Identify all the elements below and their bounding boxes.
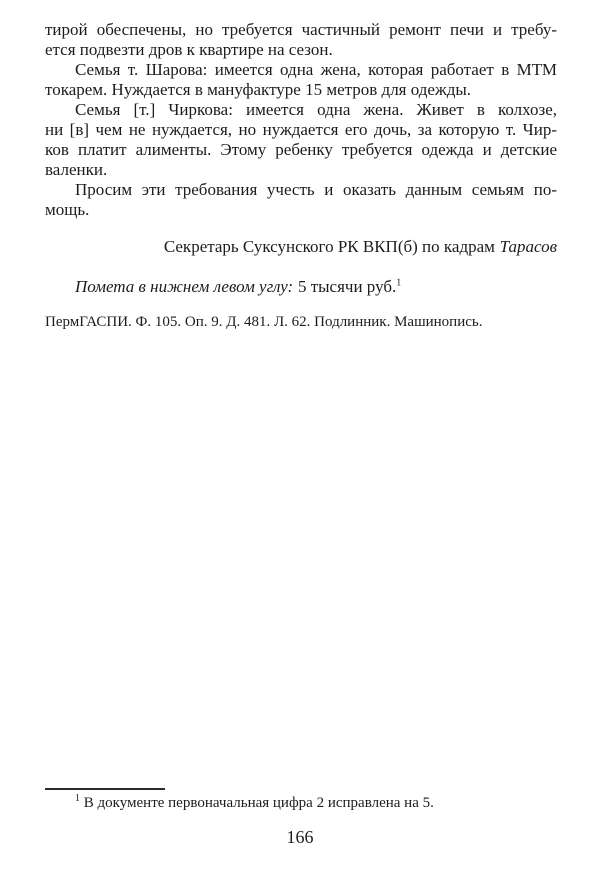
text-line: ков платит алименты. Этому ребенку требуется одежда и детские <box>45 140 557 159</box>
annotation-value: 5 тысячи руб. <box>297 277 397 296</box>
footnote-text <box>45 795 557 812</box>
footnote-number: 1 <box>75 793 80 804</box>
text-line: Семья [т.] Чиркова: имеется одна жена. Живет в колхозе, <box>75 100 557 119</box>
text-line: ни [в] чем не нуждается, но нуждается его дочь, за которую т. Чир- <box>45 120 557 139</box>
archival-reference: ПермГАСПИ. Ф. 105. Оп. 9. Д. 481. Л. 62. Подлинник. Машинопись. <box>45 314 483 330</box>
annotation-label: Помета в нижнем левом углу: <box>75 277 294 296</box>
document-body <box>45 20 557 332</box>
signature-name: Тарасов <box>499 237 557 256</box>
signature-line <box>45 237 557 257</box>
footnote-body: В документе первоначальная цифра 2 исправлена на 5. <box>83 795 434 811</box>
text-line: тирой обеспечены, но требуется частичный ремонт печи и требу- <box>45 20 557 39</box>
footnote-reference-mark: 1 <box>396 277 402 289</box>
page-number: 166 <box>286 827 314 847</box>
text-line: мощь. <box>45 200 90 219</box>
text-line: ется подвезти дров к квартире на сезон. <box>45 40 333 59</box>
text-line: Просим эти требования учесть и оказать данным семьям по- <box>75 180 557 199</box>
signature-title: Секретарь Суксунского РК ВКП(б) по кадрам <box>163 237 495 256</box>
text-line: валенки. <box>45 160 108 179</box>
text-line: Семья т. Шарова: имеется одна жена, которая работает в МТМ <box>75 60 557 79</box>
footnote-block <box>45 788 557 812</box>
annotation-line <box>45 277 557 297</box>
footnote-rule <box>45 788 165 790</box>
text-line: токарем. Нуждается в мануфактуре 15 метров для одежды. <box>45 80 472 99</box>
